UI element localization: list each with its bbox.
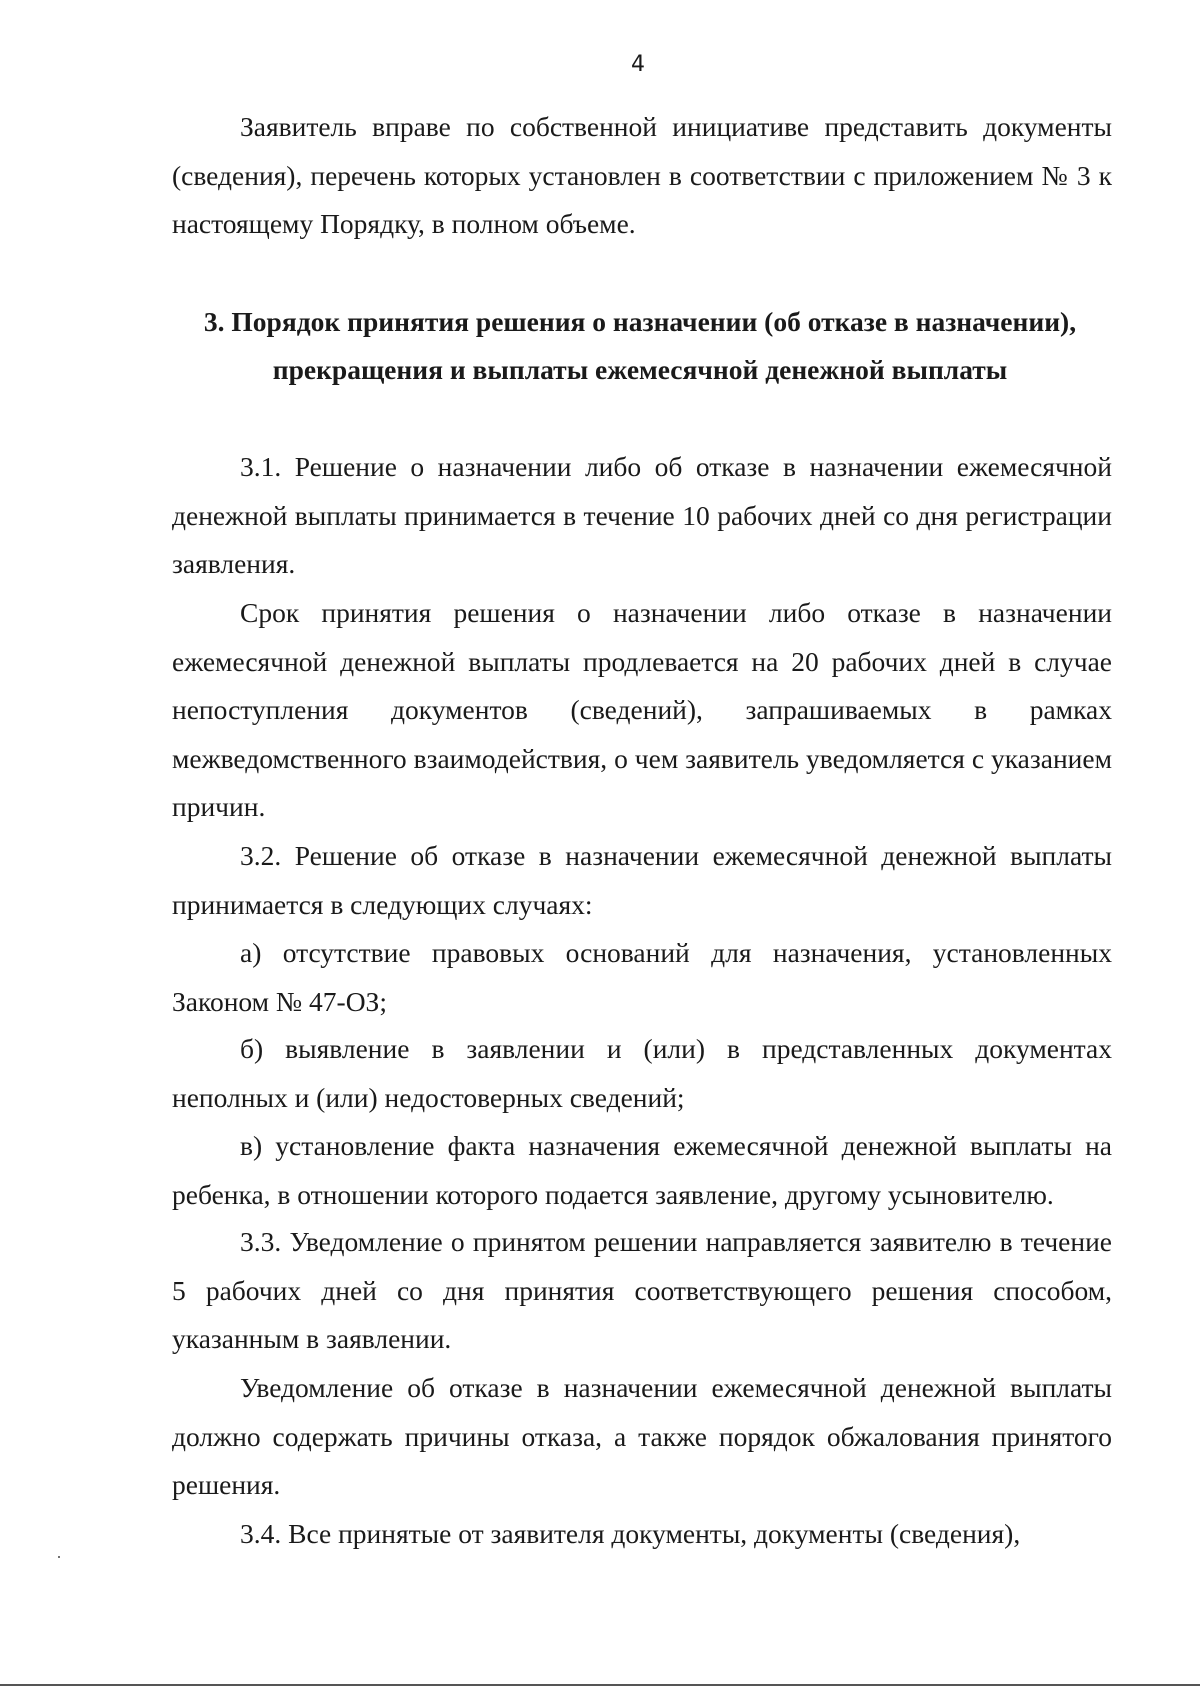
section-heading-line-1: 3. Порядок принятия решения о назначении (об отказе в назначении), — [203, 306, 1077, 337]
list-item-a: а) отсутствие правовых оснований для назначения, установленных Законом № 47-ОЗ; — [172, 937, 1112, 1017]
page-bottom-edge — [0, 1684, 1200, 1686]
paragraph-3-4: 3.4. Все принятые от заявителя документы, документы (сведения), — [240, 1518, 1021, 1549]
intro-paragraph: Заявитель вправе по собственной инициативе представить документы (сведения), перечень которых установлен в соответствии с приложением № 3 к настоящему Порядку, в полном объеме. — [172, 111, 1112, 239]
page-number: 4 — [631, 52, 645, 77]
paragraph-term-extension: Срок принятия решения о назначении либо отказе в назначении ежемесячной денежной выплаты продлевается на 20 рабочих дней в случае непоступления документов (сведений), запрашиваемых в рамках межведомственного взаимодействия, о чем заявитель уведомляется с указанием причин. — [172, 597, 1112, 822]
paragraph-3-3: 3.3. Уведомление о принятом решении направляется заявителю в течение 5 рабочих дней со дня принятия соответствующего решения способом, указанным в заявлении. — [172, 1226, 1112, 1354]
paragraph-3-1: 3.1. Решение о назначении либо об отказе в назначении ежемесячной денежной выплаты принимается в течение 10 рабочих дней со дня регистрации заявления. — [172, 451, 1112, 579]
scan-speck — [58, 1556, 60, 1558]
list-item-v: в) установление факта назначения ежемесячной денежной выплаты на ребенка, в отношении которого подается заявление, другому усыновителю. — [172, 1130, 1112, 1210]
paragraph-3-2: 3.2. Решение об отказе в назначении ежемесячной денежной выплаты принимается в следующих случаях: — [172, 840, 1112, 920]
section-heading-line-2: прекращения и выплаты ежемесячной денежной выплаты — [272, 354, 1008, 385]
list-item-b: б) выявление в заявлении и (или) в представленных документах неполных и (или) недостоверных сведений; — [172, 1033, 1112, 1113]
paragraph-refusal-notice: Уведомление об отказе в назначении ежемесячной денежной выплаты должно содержать причины отказа, а также порядок обжалования принятого решения. — [172, 1372, 1112, 1500]
